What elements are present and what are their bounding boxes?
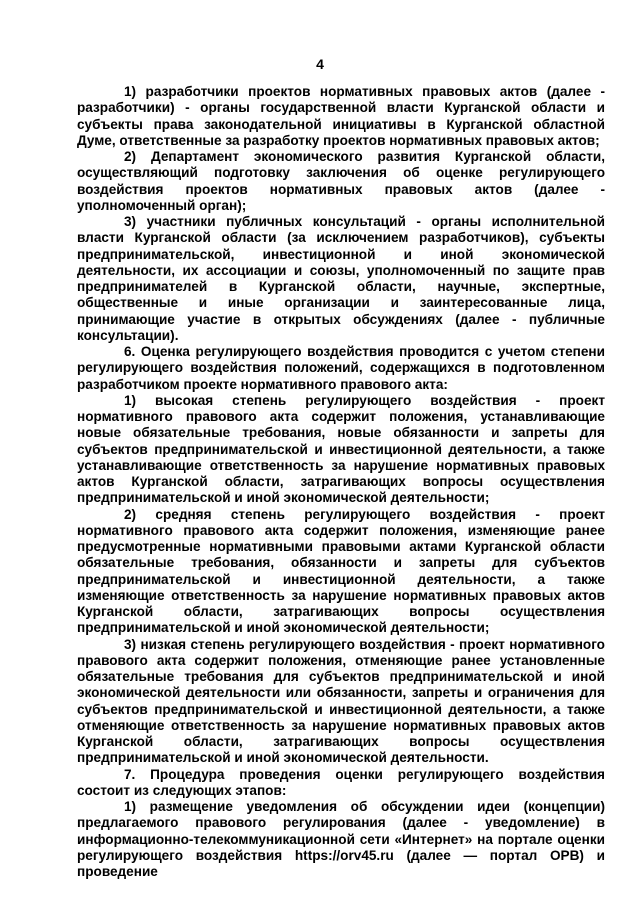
paragraph-developers: 1) разработчики проектов нормативных правовых актов (далее - разработчики) - органы государственной власти Курганской области и субъекты права законодательной инициативы в Курганской областной Думе, ответственные за разработку проектов нормативных правовых актов; (77, 84, 605, 148)
paragraph-consultation-participants: 3) участники публичных консультаций - органы исполнительной власти Курганской области (за исключением разработчиков), субъекты предпринимательской, инвестиционной и иной экономической деятельности, их ассоциации и союзы, уполномоченный по защите прав предпринимателей в Курганской области, научные, экспертные, общественные и иные организации и заинтересованные лица, принимающие участие в открытых обсуждениях (далее - публичные консультации). (77, 214, 605, 343)
paragraph-low-degree: 3) низкая степень регулирующего воздействия - проект нормативного правового акта содержит положения, отменяющие ранее установленные обязательные требования для субъектов предпринимательской и иной экономической деятельности или обязанности, запреты и ограничения для субъектов предпринимательской и инвестиционной деятельности, а также отменяющие ответственность за нарушение нормативных правовых актов Курганской области, затрагивающих вопросы осуществления предпринимательской и иной экономической деятельности. (77, 636, 605, 766)
paragraph-section-6: 6. Оценка регулирующего воздействия проводится с учетом степени регулирующего воздействия положений, содержащихся в подготовленном разработчиком проекте нормативного правового акта: (77, 344, 605, 392)
paragraph-notification-stage: 1) размещение уведомления об обсуждении идеи (концепции) предлагаемого правового регулирования (далее - уведомление) в информационно-телекоммуникационной сети «Интернет» на портале оценки регулирующего воздействия https://orv45.ru (далее — портал ОРВ) и проведение (77, 799, 605, 879)
page-number: 4 (316, 56, 324, 72)
paragraph-authorized-body: 2) Департамент экономического развития Курганской области, осуществляющий подготовку заключения об оценке регулирующего воздействия проектов нормативных правовых актов (далее - уполномоченный орган); (77, 149, 605, 213)
paragraph-high-degree: 1) высокая степень регулирующего воздействия - проект нормативного правового акта содержит положения, устанавливающие новые обязательные требования, новые обязанности и запреты для субъектов предпринимательской и инвестиционной деятельности, а также устанавливающие ответственность за нарушение нормативных правовых актов Курганской области, затрагивающих вопросы осуществления предпринимательской и иной экономической деятельности; (77, 392, 605, 506)
paragraph-medium-degree: 2) средняя степень регулирующего воздействия - проект нормативного правового акта содержит положения, изменяющие ранее предусмотренные нормативными правовыми актами Курганской области обязательные требования, обязанности и запреты для субъектов предпринимательской и инвестиционной деятельности, а также изменяющие ответственность за нарушение нормативных правовых актов Курганской области, затрагивающих вопросы осуществления предпринимательской и иной экономической деятельности; (77, 506, 605, 636)
paragraph-section-7: 7. Процедура проведения оценки регулирующего воздействия состоит из следующих этапов: (77, 766, 605, 798)
document-body (77, 84, 605, 880)
